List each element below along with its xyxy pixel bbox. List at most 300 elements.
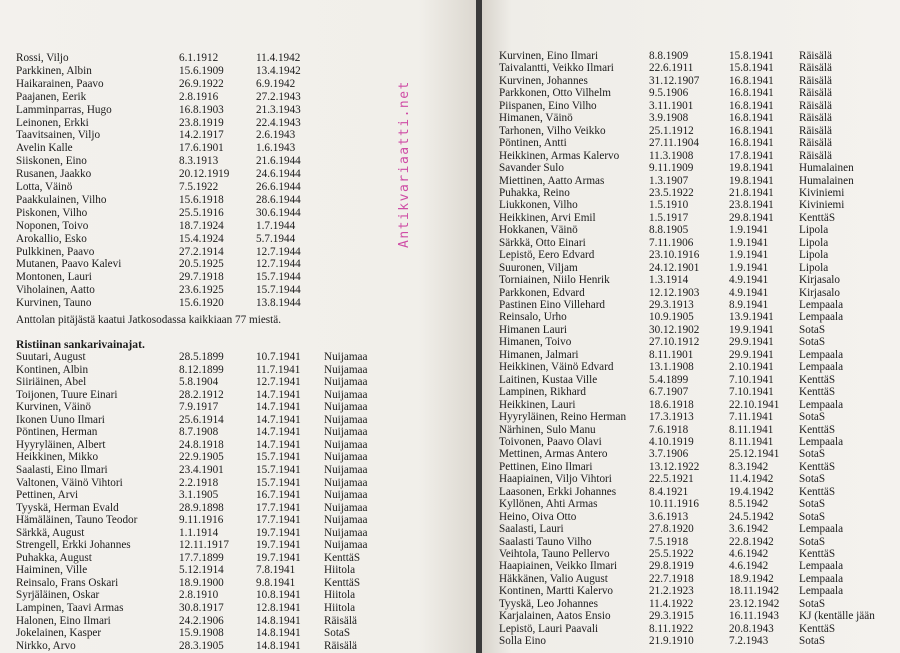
birth-date-cell: 15.6.1920	[179, 297, 224, 310]
list-row	[499, 287, 899, 300]
name-cell: Lepistö, Eero Edvard	[499, 249, 595, 262]
list-row	[16, 168, 456, 181]
list-row	[499, 262, 899, 275]
name-cell: Saalasti, Eino Ilmari	[16, 463, 108, 476]
birth-date-cell: 1.5.1910	[649, 199, 689, 212]
birth-date-cell: 17.6.1901	[179, 142, 224, 155]
birth-date-cell: 29.8.1919	[649, 560, 694, 573]
place-cell: Nuijamaa	[324, 363, 368, 376]
list-row	[499, 424, 899, 437]
right-page	[482, 0, 900, 653]
place-cell: Lempaala	[799, 348, 844, 361]
death-date-cell: 29.9.1941	[729, 348, 774, 361]
birth-date-cell: 28.9.1898	[179, 501, 224, 514]
birth-date-cell: 18.9.1900	[179, 576, 224, 589]
birth-date-cell: 8.8.1905	[649, 224, 689, 237]
birth-date-cell: 8.7.1908	[179, 426, 219, 439]
birth-date-cell: 13.12.1922	[649, 460, 700, 473]
list-row	[499, 212, 899, 225]
death-date-cell: 16.7.1941	[256, 489, 301, 502]
name-cell: Nirkko, Arvo	[16, 639, 76, 652]
birth-date-cell: 25.5.1922	[649, 548, 694, 560]
birth-date-cell: 15.9.1908	[179, 627, 224, 640]
death-date-cell: 3.6.1942	[729, 523, 769, 536]
name-cell: Mutanen, Paavo Kalevi	[16, 258, 122, 271]
list-row	[499, 100, 899, 113]
birth-date-cell: 29.3.1915	[649, 610, 694, 623]
birth-date-cell: 12.12.1903	[649, 286, 700, 299]
list-row	[499, 75, 899, 88]
name-cell: Haapiainen, Veikko Ilmari	[499, 560, 618, 573]
place-cell: Nuijamaa	[324, 526, 368, 539]
death-date-cell: 30.6.1944	[256, 206, 301, 219]
birth-date-cell: 9.11.1909	[649, 162, 694, 175]
birth-date-cell: 5.4.1899	[649, 373, 689, 386]
list-row	[16, 514, 456, 527]
death-date-cell: 15.7.1941	[256, 463, 301, 476]
death-date-cell: 17.8.1941	[729, 149, 774, 162]
list-row	[499, 548, 899, 561]
death-date-cell: 4.9.1941	[729, 274, 769, 287]
death-date-cell: 29.9.1941	[729, 336, 774, 349]
place-cell: Räisälä	[799, 62, 832, 75]
list-row	[499, 386, 899, 399]
list-row	[499, 137, 899, 150]
death-date-cell: 14.7.1941	[256, 438, 301, 451]
death-date-cell: 13.9.1941	[729, 311, 774, 324]
death-date-cell: 27.2.1943	[256, 90, 301, 103]
death-date-cell: 16.8.1941	[729, 87, 774, 100]
list-row	[16, 389, 456, 402]
list-row	[16, 52, 456, 65]
name-cell: Kurvinen, Eino Ilmari	[499, 50, 599, 62]
name-cell: Viholainen, Aatto	[16, 284, 95, 297]
place-cell: Lempaala	[799, 311, 844, 324]
birth-date-cell: 10.9.1905	[649, 311, 694, 324]
place-cell: SotaS	[799, 448, 826, 461]
place-cell: Hiitola	[324, 589, 356, 602]
name-cell: Arokallio, Esko	[16, 232, 87, 245]
death-date-cell: 14.8.1941	[256, 639, 301, 652]
place-cell: KenttäS	[799, 386, 836, 399]
place-cell: Räisälä	[799, 124, 832, 137]
list-row	[16, 489, 456, 502]
list-row	[499, 150, 899, 163]
birth-date-cell: 5.12.1914	[179, 564, 224, 577]
name-cell: Heikkinen, Armas Kalervo	[499, 149, 620, 162]
place-cell: SotaS	[799, 498, 826, 511]
birth-date-cell: 25.5.1916	[179, 206, 224, 219]
birth-date-cell: 6.7.1907	[649, 386, 689, 399]
name-cell: Halonen, Eino Ilmari	[16, 614, 111, 627]
death-date-cell: 20.8.1943	[729, 622, 774, 635]
birth-date-cell: 22.5.1921	[649, 473, 694, 486]
list-row	[16, 91, 456, 104]
list-row	[499, 573, 899, 586]
list-row	[16, 401, 456, 414]
death-date-cell: 15.8.1941	[729, 50, 774, 62]
list-row	[16, 552, 456, 565]
place-cell: Räisälä	[799, 50, 832, 62]
place-cell: Nuijamaa	[324, 476, 368, 489]
birth-date-cell: 27.11.1904	[649, 137, 699, 150]
name-cell: Lampinen, Rikhard	[499, 386, 586, 399]
place-cell: SotaS	[799, 597, 826, 610]
name-cell: Kontinen, Martti Kalervo	[499, 585, 614, 598]
list-row	[16, 451, 456, 464]
name-cell: Haiminen, Ville	[16, 564, 88, 577]
birth-date-cell: 20.12.1919	[179, 168, 230, 181]
death-date-cell: 21.8.1941	[729, 186, 774, 199]
name-cell: Tyyskä, Leo Johannes	[499, 597, 598, 610]
place-cell: Räisälä	[324, 614, 357, 627]
list-row	[499, 162, 899, 175]
birth-date-cell: 27.8.1920	[649, 523, 694, 536]
death-date-cell: 26.6.1944	[256, 181, 301, 193]
death-date-cell: 1.9.1941	[729, 249, 769, 262]
place-cell: KenttäS	[799, 211, 836, 224]
birth-date-cell: 24.2.1906	[179, 614, 224, 627]
death-date-cell: 19.7.1941	[256, 539, 301, 552]
birth-date-cell: 28.3.1905	[179, 639, 224, 652]
birth-date-cell: 23.4.1901	[179, 463, 224, 476]
place-cell: Nuijamaa	[324, 451, 368, 464]
name-cell: Pulkkinen, Paavo	[16, 245, 95, 258]
death-date-cell: 8.9.1941	[729, 299, 769, 311]
birth-date-cell: 23.6.1925	[179, 284, 224, 297]
name-cell: Siiriäinen, Abel	[16, 376, 87, 389]
name-cell: Pettinen, Eino Ilmari	[499, 460, 593, 473]
death-date-cell: 6.9.1942	[256, 77, 296, 90]
place-cell: Lipola	[799, 236, 829, 249]
name-cell: Strengell, Erkki Johannes	[16, 539, 131, 552]
list-row	[16, 78, 456, 91]
death-date-cell: 12.7.1944	[256, 258, 301, 271]
name-cell: Paakkulainen, Vilho	[16, 193, 107, 206]
death-date-cell: 11.4.1942	[729, 473, 774, 486]
list-row	[16, 117, 456, 130]
place-cell: Räisälä	[799, 99, 832, 112]
place-cell: Nuijamaa	[324, 351, 368, 363]
birth-date-cell: 8.3.1913	[179, 155, 219, 168]
death-date-cell: 17.7.1941	[256, 514, 301, 527]
birth-date-cell: 30.12.1902	[649, 323, 700, 336]
name-cell: Paajanen, Eerik	[16, 90, 87, 103]
birth-date-cell: 22.7.1918	[649, 572, 694, 585]
list-row	[16, 564, 456, 577]
place-cell: Kirjasalo	[799, 274, 841, 287]
place-cell: KenttäS	[324, 551, 361, 564]
name-cell: Karjalainen, Aatos Ensio	[499, 610, 611, 623]
name-cell: Pöntinen, Antti	[499, 137, 567, 150]
section-heading: Ristiinan sankarivainajat.	[16, 338, 145, 351]
watermark: Antikvariaatti.net	[397, 80, 412, 248]
birth-date-cell: 1.3.1914	[649, 274, 689, 287]
death-date-cell: 8.3.1942	[729, 460, 769, 473]
birth-date-cell: 2.8.1910	[179, 589, 219, 602]
death-date-cell: 21.3.1943	[256, 103, 301, 116]
place-cell: SotaS	[799, 635, 826, 648]
list-row	[16, 426, 456, 439]
death-date-cell: 17.7.1941	[256, 501, 301, 514]
place-cell: SotaS	[324, 627, 351, 640]
birth-date-cell: 25.1.1912	[649, 124, 694, 137]
birth-date-cell: 1.3.1907	[649, 174, 689, 187]
list-row	[499, 50, 899, 63]
name-cell: Heino, Oiva Otto	[499, 510, 577, 523]
name-cell: Pöntinen, Herman	[16, 426, 98, 439]
name-cell: Siiskonen, Eino	[16, 155, 87, 168]
list-row	[499, 623, 899, 636]
birth-date-cell: 23.5.1922	[649, 186, 694, 199]
name-cell: Kyllönen, Ahti Armas	[499, 498, 598, 511]
birth-date-cell: 7.5.1918	[649, 535, 689, 548]
death-date-cell: 28.6.1944	[256, 193, 301, 206]
birth-date-cell: 8.11.1922	[649, 622, 694, 635]
place-cell: Nuijamaa	[324, 438, 368, 451]
name-cell: Tyyskä, Herman Evald	[16, 501, 119, 514]
place-cell: KJ (kentälle jään	[799, 610, 875, 623]
name-cell: Himanen, Jalmari	[499, 348, 579, 361]
birth-date-cell: 23.10.1916	[649, 249, 700, 262]
list-row	[499, 125, 899, 138]
place-cell: Humalainen	[799, 174, 854, 187]
list-row	[16, 142, 456, 155]
name-cell: Piskonen, Vilho	[16, 206, 88, 219]
list-row	[16, 351, 456, 364]
list-row	[16, 439, 456, 452]
place-cell: Räisälä	[799, 149, 832, 162]
name-cell: Häkkänen, Valio August	[499, 572, 608, 585]
death-date-cell: 2.10.1941	[729, 361, 774, 374]
birth-date-cell: 22.9.1905	[179, 451, 224, 464]
death-date-cell: 11.4.1942	[256, 52, 301, 64]
birth-date-cell: 1.5.1917	[649, 211, 689, 224]
name-cell: Suuronen, Viljam	[499, 261, 578, 274]
place-cell: SotaS	[799, 473, 826, 486]
death-date-cell: 22.10.1941	[729, 398, 780, 411]
list-row	[499, 299, 899, 312]
birth-date-cell: 15.4.1924	[179, 232, 224, 245]
name-cell: Himanen, Toivo	[499, 336, 572, 349]
death-date-cell: 16.8.1941	[729, 99, 774, 112]
list-row	[499, 87, 899, 100]
birth-date-cell: 12.11.1917	[179, 539, 229, 552]
place-cell: Nuijamaa	[324, 426, 368, 439]
birth-date-cell: 9.5.1906	[649, 87, 689, 100]
place-cell: Kiviniemi	[799, 199, 845, 212]
list-row	[16, 376, 456, 389]
birth-date-cell: 3.7.1906	[649, 448, 689, 461]
birth-date-cell: 20.5.1925	[179, 258, 224, 271]
place-cell: SotaS	[799, 336, 826, 349]
birth-date-cell: 1.1.1914	[179, 526, 219, 539]
place-cell: KenttäS	[799, 548, 836, 560]
list-row	[499, 436, 899, 449]
death-date-cell: 14.7.1941	[256, 388, 301, 401]
death-date-cell: 5.7.1944	[256, 232, 296, 245]
list-row	[16, 155, 456, 168]
name-cell: Laitinen, Kustaa Ville	[499, 373, 598, 386]
death-date-cell: 24.5.1942	[729, 510, 774, 523]
name-cell: Kurvinen, Väinö	[16, 401, 91, 414]
birth-date-cell: 7.6.1918	[649, 423, 689, 436]
birth-date-cell: 17.3.1913	[649, 411, 694, 424]
death-date-cell: 15.8.1941	[729, 62, 774, 75]
death-date-cell: 24.6.1944	[256, 168, 301, 181]
name-cell: Himanen, Väinö	[499, 112, 573, 125]
list-row	[499, 324, 899, 337]
death-date-cell: 1.9.1941	[729, 224, 769, 237]
list-row	[16, 627, 456, 640]
summary-sentence: Anttolan pitäjästä kaatui Jatkosodassa kaikkiaan 77 miestä.	[16, 314, 282, 326]
name-cell: Savander Sulo	[499, 162, 564, 175]
birth-date-cell: 3.9.1908	[649, 112, 689, 125]
name-cell: Pastinen Eino Villehard	[499, 299, 606, 311]
birth-date-cell: 3.11.1901	[649, 99, 694, 112]
birth-date-cell: 15.6.1909	[179, 64, 224, 77]
name-cell: Hyyryläinen, Albert	[16, 438, 106, 451]
death-date-cell: 1.7.1944	[256, 219, 296, 232]
death-date-cell: 9.8.1941	[256, 576, 296, 589]
list-row	[499, 498, 899, 511]
birth-date-cell: 11.4.1922	[649, 597, 694, 610]
list-row	[499, 486, 899, 499]
death-date-cell: 23.8.1941	[729, 199, 774, 212]
place-cell: Nuijamaa	[324, 388, 368, 401]
list-row	[499, 536, 899, 549]
death-date-cell: 4.6.1942	[729, 560, 769, 573]
name-cell: Puhakka, August	[16, 551, 92, 564]
birth-date-cell: 3.1.1905	[179, 489, 219, 502]
name-cell: Suutari, August	[16, 351, 86, 363]
birth-date-cell: 28.2.1912	[179, 388, 224, 401]
death-date-cell: 15.7.1941	[256, 476, 301, 489]
name-cell: Heikkinen, Lauri	[499, 398, 576, 411]
list-row	[16, 477, 456, 490]
place-cell: Nuijamaa	[324, 489, 368, 502]
death-date-cell: 19.9.1941	[729, 323, 774, 336]
name-cell: Himanen Lauri	[499, 323, 568, 336]
name-cell: Veihtola, Tauno Pellervo	[499, 548, 610, 560]
birth-date-cell: 2.2.1918	[179, 476, 219, 489]
death-date-cell: 14.7.1941	[256, 401, 301, 414]
death-date-cell: 7.11.1941	[729, 411, 774, 424]
list-row	[499, 349, 899, 362]
list-row	[16, 615, 456, 628]
death-date-cell: 29.8.1941	[729, 211, 774, 224]
death-date-cell: 10.7.1941	[256, 351, 301, 363]
birth-date-cell: 28.5.1899	[179, 351, 224, 363]
place-cell: Hiitola	[324, 602, 356, 614]
place-cell: Lempaala	[799, 585, 844, 598]
name-cell: Laasonen, Erkki Johannes	[499, 485, 617, 498]
birth-date-cell: 24.12.1901	[649, 261, 700, 274]
death-date-cell: 11.7.1941	[256, 363, 301, 376]
list-row	[16, 181, 456, 194]
death-date-cell: 19.8.1941	[729, 162, 774, 175]
list-row	[499, 448, 899, 461]
place-cell: Nuijamaa	[324, 401, 368, 414]
name-cell: Heikkinen, Mikko	[16, 451, 99, 464]
list-row	[499, 274, 899, 287]
place-cell: SotaS	[799, 323, 826, 336]
list-row	[499, 249, 899, 262]
birth-date-cell: 5.8.1904	[179, 376, 219, 389]
death-date-cell: 7.10.1941	[729, 386, 774, 399]
death-date-cell: 18.9.1942	[729, 572, 774, 585]
death-date-cell: 7.2.1943	[729, 635, 769, 648]
birth-date-cell: 25.6.1914	[179, 413, 224, 426]
list-row	[16, 539, 456, 552]
death-date-cell: 22.8.1942	[729, 535, 774, 548]
death-date-cell: 14.7.1941	[256, 413, 301, 426]
death-date-cell: 22.4.1943	[256, 116, 301, 129]
place-cell: Lipola	[799, 224, 829, 237]
list-row	[16, 364, 456, 377]
place-cell: Lempaala	[799, 361, 844, 374]
place-cell: Lempaala	[799, 299, 844, 311]
birth-date-cell: 23.8.1919	[179, 116, 224, 129]
death-date-cell: 19.4.1942	[729, 485, 774, 498]
birth-date-cell: 7.11.1906	[649, 236, 694, 249]
name-cell: Mettinen, Armas Antero	[499, 448, 608, 461]
death-date-cell: 14.8.1941	[256, 614, 301, 627]
death-date-cell: 10.8.1941	[256, 589, 301, 602]
death-date-cell: 16.8.1941	[729, 112, 774, 125]
list-row	[499, 199, 899, 212]
name-cell: Valtonen, Väinö Vihtori	[16, 476, 123, 489]
list-row	[499, 473, 899, 486]
name-cell: Närhinen, Sulo Manu	[499, 423, 596, 436]
birth-date-cell: 17.7.1899	[179, 551, 224, 564]
list-row	[499, 598, 899, 611]
birth-date-cell: 4.10.1919	[649, 435, 694, 448]
name-cell: Hyyryläinen, Reino Herman	[499, 411, 627, 424]
death-date-cell: 8.5.1942	[729, 498, 769, 511]
list-row	[16, 284, 456, 297]
birth-date-cell: 14.2.1917	[179, 129, 224, 142]
list-row	[16, 589, 456, 602]
place-cell: KenttäS	[799, 622, 836, 635]
name-cell: Puhakka, Reino	[499, 186, 570, 199]
place-cell: KenttäS	[799, 373, 836, 386]
name-cell: Solla Eino	[499, 635, 546, 648]
list-row	[499, 610, 899, 623]
place-cell: KenttäS	[799, 423, 836, 436]
name-cell: Kontinen, Albin	[16, 363, 89, 376]
birth-date-cell: 9.11.1916	[179, 514, 224, 527]
birth-date-cell: 18.7.1924	[179, 219, 224, 232]
list-row	[16, 414, 456, 427]
birth-date-cell: 3.6.1913	[649, 510, 689, 523]
name-cell: Särkkä, Otto Einari	[499, 236, 586, 249]
list-row	[499, 62, 899, 75]
birth-date-cell: 2.8.1916	[179, 90, 219, 103]
place-cell: Kiviniemi	[799, 186, 845, 199]
death-date-cell: 15.7.1944	[256, 271, 301, 284]
birth-date-cell: 29.7.1918	[179, 271, 224, 284]
list-row	[16, 640, 456, 653]
birth-date-cell: 7.9.1917	[179, 401, 219, 414]
place-cell: KenttäS	[324, 576, 361, 589]
death-date-cell: 15.7.1941	[256, 451, 301, 464]
birth-date-cell: 31.12.1907	[649, 74, 700, 87]
death-date-cell: 12.7.1944	[256, 245, 301, 258]
list-row	[16, 502, 456, 515]
list-row	[16, 233, 456, 246]
name-cell: Parkkonen, Otto Vilhelm	[499, 87, 611, 100]
